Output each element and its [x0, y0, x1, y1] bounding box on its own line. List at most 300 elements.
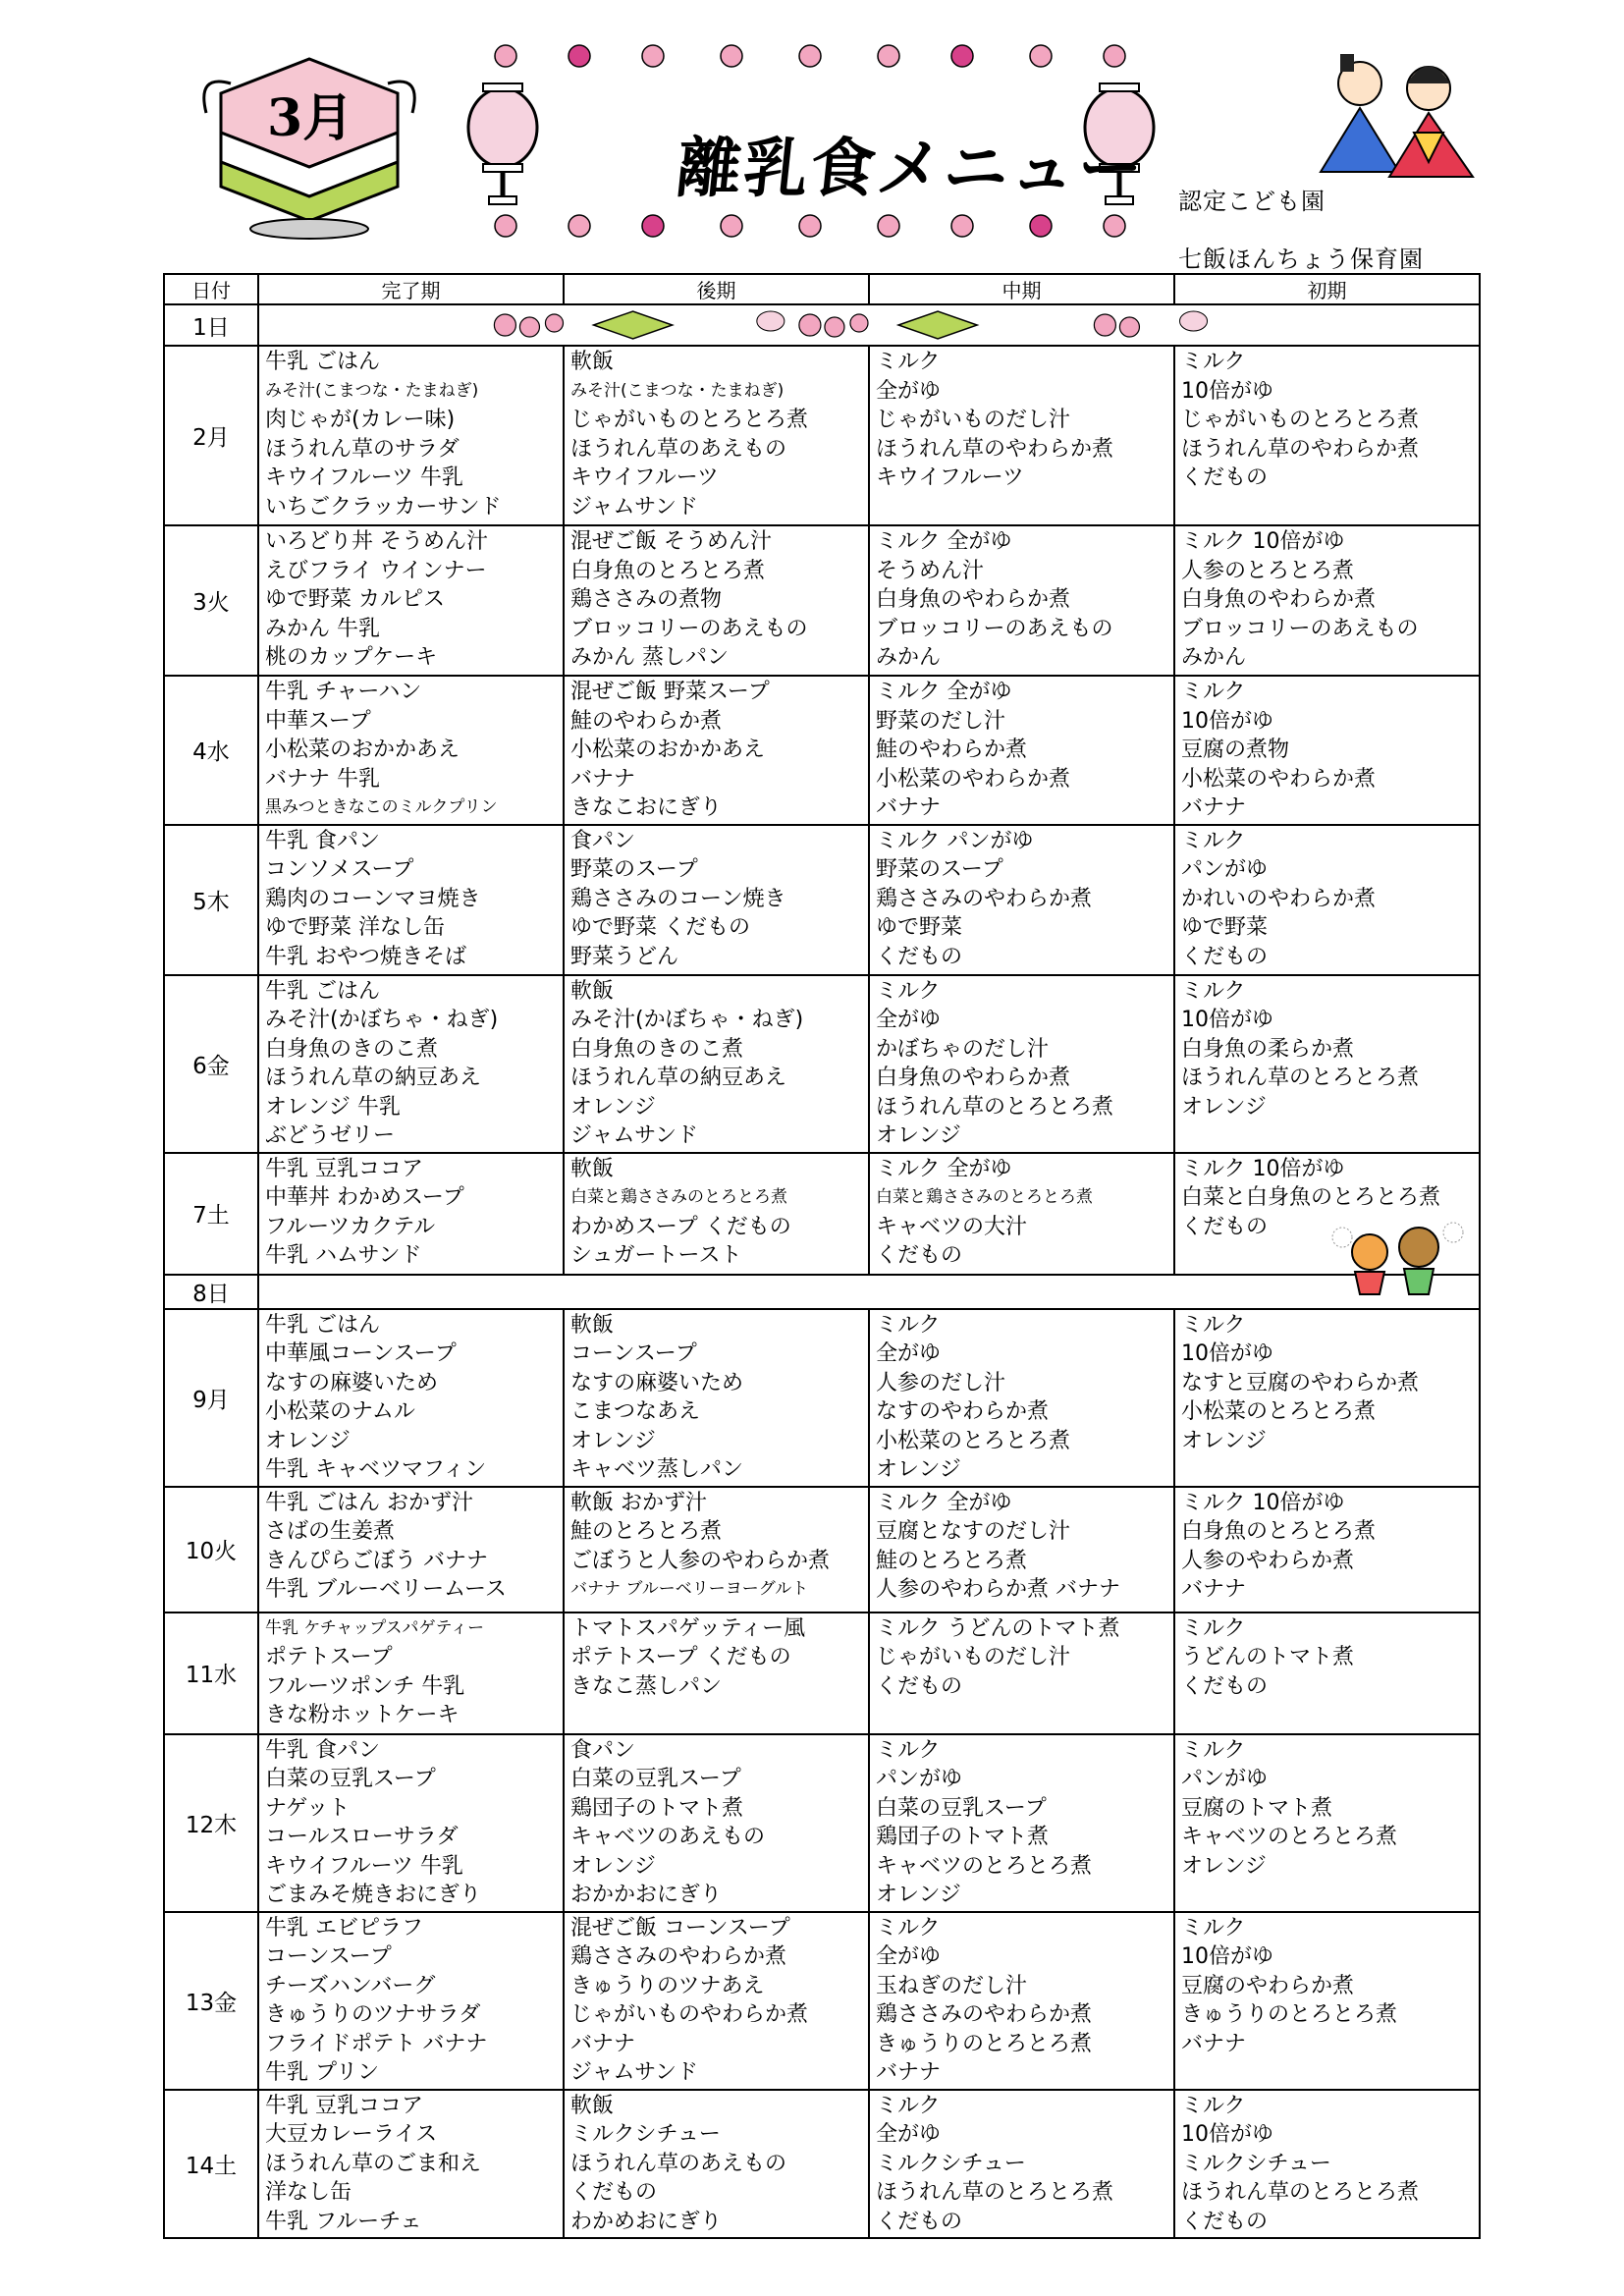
menu-item: トマトスパゲッティー風	[570, 1615, 806, 1641]
menu-item: 小松菜のやわらか煮	[1181, 766, 1377, 792]
menu-item: 小松菜のやわらか煮	[876, 766, 1071, 792]
menu-item: 牛乳 プリン	[265, 2060, 380, 2085]
menu-item: ほうれん草のとろとろ煮	[876, 2180, 1114, 2205]
menu-item: パンがゆ	[1181, 857, 1269, 882]
menu-item: オレンジ	[1181, 1428, 1267, 1453]
menu-item: 鶏ささみのコーン焼き	[570, 886, 786, 911]
day-cell: 4水	[164, 676, 258, 825]
menu-item: ミルク	[876, 1915, 941, 1941]
menu-cell-late	[564, 1734, 869, 1912]
menu-cell-late	[564, 1153, 869, 1275]
menu-item: 白身魚のやわらか煮	[1181, 587, 1377, 612]
menu-item: 白菜の豆乳スープ	[265, 1767, 436, 1791]
menu-item: 軟飯	[570, 1312, 615, 1338]
day-cell: 12木	[164, 1734, 258, 1912]
menu-item: ミルク 10倍がゆ	[1181, 1490, 1345, 1515]
month-label: 3月	[267, 88, 354, 148]
menu-item: くだもの	[876, 944, 963, 969]
menu-item: ごぼうと人参のやわらか煮	[570, 1548, 831, 1573]
menu-item: ナゲット	[265, 1795, 351, 1821]
menu-item: うどんのトマト煮	[1181, 1645, 1355, 1669]
menu-item: みそ汁(こまつな・たまねぎ)	[570, 380, 785, 401]
day-cell: 14土	[164, 2090, 258, 2239]
menu-item: みかん 蒸しパン	[570, 645, 729, 670]
day-cell: 10火	[164, 1487, 258, 1613]
menu-item: 鶏ささみのやわらか煮	[876, 886, 1093, 911]
menu-item: 豆腐のやわらか煮	[1181, 1973, 1355, 1998]
menu-item: コンソメスープ	[265, 857, 414, 882]
menu-item: くだもの	[876, 2209, 963, 2234]
menu-item: ぶどうゼリー	[265, 1123, 396, 1148]
menu-item: わかめおにぎり	[570, 2209, 723, 2234]
menu-item: バナナ	[876, 2060, 942, 2085]
menu-item: 白身魚のきのこ煮	[570, 1036, 744, 1062]
menu-item: 軟飯 おかず汁	[570, 1490, 707, 1515]
menu-item: バナナ ブルーベリーヨーグルト	[570, 1579, 809, 1599]
menu-item: 豆腐となすのだし汁	[876, 1519, 1071, 1544]
menu-cell-late	[564, 1613, 869, 1734]
menu-item: くだもの	[570, 2180, 658, 2205]
column-header-late: 後期	[564, 274, 869, 304]
table-row	[164, 1613, 1480, 1734]
day-cell: 9月	[164, 1309, 258, 1487]
menu-item: 牛乳 ハムサンド	[265, 1243, 422, 1268]
menu-item: フルーツカクテル	[265, 1214, 436, 1239]
menu-cell-middle	[869, 825, 1174, 975]
menu-item: 中華丼 わかめスープ	[265, 1185, 464, 1210]
menu-item: 鶏団子のトマト煮	[876, 1825, 1050, 1849]
menu-cell-middle	[869, 1613, 1174, 1734]
menu-item: 牛乳 ごはん おかず汁	[265, 1490, 473, 1515]
menu-item: ほうれん草のやわらか煮	[876, 436, 1114, 462]
menu-cell-complete	[258, 1487, 564, 1613]
menu-item: バナナ	[1181, 795, 1247, 820]
menu-cell-complete	[258, 1734, 564, 1912]
day-cell: 8日	[164, 1275, 258, 1309]
menu-item: フライドポテト バナナ	[265, 2031, 488, 2056]
day-cell: 13金	[164, 1912, 258, 2090]
menu-item: 肉じゃが(カレー味)	[265, 408, 456, 432]
menu-item: ミルク 全がゆ	[876, 680, 1012, 704]
table-row	[164, 825, 1480, 975]
menu-item: 豆腐の煮物	[1181, 738, 1290, 762]
menu-item: いちごクラッカーサンド	[265, 494, 502, 519]
menu-item: ミルク	[876, 1737, 941, 1763]
menu-item: 鮭のとろとろ煮	[570, 1519, 723, 1544]
menu-item: ブロッコリーのあえもの	[570, 616, 808, 641]
menu-item: ミルク	[876, 978, 941, 1004]
menu-item: 豆腐のトマト煮	[1181, 1795, 1333, 1821]
menu-item: 野菜うどん	[570, 944, 679, 969]
menu-item: そうめん汁	[876, 558, 985, 583]
menu-item: かぼちゃのだし汁	[876, 1036, 1050, 1062]
menu-item: 10倍がゆ	[1181, 708, 1273, 734]
menu-cell-complete	[258, 1309, 564, 1487]
column-header-middle: 中期	[869, 274, 1174, 304]
menu-item: ゆで野菜	[876, 915, 963, 940]
menu-item: 全がゆ	[876, 1341, 942, 1366]
day-cell: 3火	[164, 525, 258, 676]
menu-cell-middle	[869, 1487, 1174, 1613]
day-cell: 6金	[164, 975, 258, 1153]
menu-item: ミルク パンがゆ	[876, 828, 1034, 853]
menu-item: コールスローサラダ	[265, 1825, 459, 1849]
table-row	[164, 975, 1480, 1153]
menu-cell-complete	[258, 676, 564, 825]
menu-cell-complete	[258, 825, 564, 975]
menu-item: きなこ蒸しパン	[570, 1673, 723, 1699]
menu-item: キャベツのとろとろ煮	[876, 1853, 1093, 1879]
menu-item: オレンジ	[265, 1428, 351, 1453]
menu-item: じゃがいものとろとろ煮	[570, 408, 809, 432]
menu-item: いろどり丼 そうめん汁	[265, 529, 488, 554]
menu-item: 鶏ささみの煮物	[570, 587, 723, 612]
menu-item: なすのやわらか煮	[876, 1399, 1050, 1424]
menu-item: 牛乳 キャベツマフィン	[265, 1457, 487, 1482]
menu-item: キャベツの大汁	[876, 1214, 1028, 1239]
menu-item: きな粉ホットケーキ	[265, 1703, 460, 1727]
menu-item: ゆで野菜	[1181, 915, 1269, 940]
menu-item: シュガートースト	[570, 1243, 742, 1268]
menu-item: キャベツのあえもの	[570, 1825, 766, 1849]
org-label: 認定こども園	[1178, 188, 1326, 215]
menu-item: 人参のとろとろ煮	[1181, 558, 1355, 583]
table-row	[164, 1275, 1480, 1309]
menu-item: 鶏団子のトマト煮	[570, 1795, 744, 1821]
menu-item: 黒みつときなこのミルクプリン	[265, 797, 498, 817]
menu-cell-early	[1174, 1734, 1480, 1912]
menu-item: オレンジ	[570, 1853, 656, 1879]
menu-item: ミルク 全がゆ	[876, 529, 1012, 554]
menu-item: 玉ねぎのだし汁	[876, 1973, 1028, 1998]
menu-item: キャベツ蒸しパン	[570, 1457, 744, 1482]
menu-cell-complete	[258, 1153, 564, 1275]
table-row	[164, 1153, 1480, 1275]
menu-item: バナナ	[876, 795, 942, 820]
empty-day-cell	[258, 304, 1480, 346]
menu-item: くだもの	[1181, 2209, 1269, 2234]
menu-cell-middle	[869, 1734, 1174, 1912]
menu-item: ほうれん草のあえもの	[570, 2151, 787, 2176]
page-title: 離乳食メニュー	[673, 131, 1149, 206]
table-header-row	[164, 274, 1480, 304]
menu-item: 鮭のやわらか煮	[570, 708, 723, 734]
menu-item: バナナ	[1181, 1577, 1247, 1602]
menu-item: ミルク	[1181, 1615, 1246, 1641]
menu-item: さばの生姜煮	[265, 1519, 396, 1544]
menu-item: みそ汁(かぼちゃ・ねぎ)	[265, 1008, 499, 1032]
menu-item: 10倍がゆ	[1181, 1341, 1273, 1366]
menu-item: みかん	[1181, 645, 1247, 670]
menu-item: きゅうりのツナあえ	[570, 1973, 765, 1998]
menu-item: 混ぜご飯 コーンスープ	[570, 1915, 790, 1941]
menu-item: 小松菜のおかかあえ	[265, 738, 460, 762]
menu-item: 白菜と鶏ささみのとろとろ煮	[570, 1187, 787, 1207]
menu-item: 白身魚のとろとろ煮	[1181, 1519, 1377, 1544]
menu-cell-late	[564, 1912, 869, 2090]
menu-body	[164, 304, 1480, 2238]
menu-item: かれいのやわらか煮	[1181, 886, 1377, 911]
menu-item: くだもの	[1181, 1214, 1269, 1239]
table-row	[164, 304, 1480, 346]
menu-item: わかめスープ くだもの	[570, 1214, 791, 1239]
menu-item: ミルク	[1181, 828, 1246, 853]
menu-item: 牛乳 エビピラフ	[265, 1915, 423, 1941]
menu-item: ミルクシチュー	[876, 2151, 1026, 2176]
menu-item: ミルク 全がゆ	[876, 1490, 1012, 1515]
menu-cell-middle	[869, 2090, 1174, 2239]
menu-cell-late	[564, 676, 869, 825]
day-cell: 11水	[164, 1613, 258, 1734]
menu-item: 白菜と白身魚のとろとろ煮	[1181, 1185, 1441, 1210]
menu-item: 中華風コーンスープ	[265, 1341, 457, 1366]
day-cell: 1日	[164, 304, 258, 346]
column-header-complete: 完了期	[258, 274, 564, 304]
menu-item: 軟飯	[570, 350, 615, 374]
day-cell: 7土	[164, 1153, 258, 1275]
menu-cell-complete	[258, 2090, 564, 2239]
menu-item: みかん 牛乳	[265, 616, 380, 641]
menu-item: 牛乳 食パン	[265, 1737, 380, 1763]
menu-item: 軟飯	[570, 978, 615, 1004]
menu-item: 牛乳 豆乳ココア	[265, 2093, 423, 2118]
menu-item: 白菜と鶏ささみのとろとろ煮	[876, 1187, 1093, 1207]
menu-item: 大豆カレーライス	[265, 2122, 438, 2147]
menu-cell-early	[1174, 2090, 1480, 2239]
menu-item: 軟飯	[570, 1156, 615, 1181]
menu-item: ごまみそ焼きおにぎり	[265, 1883, 482, 1907]
menu-item: きんぴらごぼう バナナ	[265, 1548, 488, 1573]
menu-item: ミルクシチュー	[1181, 2151, 1331, 2176]
menu-item: ミルク	[1181, 1312, 1246, 1338]
menu-item: バナナ	[1181, 2031, 1247, 2056]
menu-item: ブロッコリーのあえもの	[876, 616, 1113, 641]
menu-item: くだもの	[876, 1243, 963, 1268]
table-row	[164, 525, 1480, 676]
empty-day-cell	[258, 1275, 1480, 1309]
menu-item: 10倍がゆ	[1181, 2122, 1273, 2147]
menu-item: 混ぜご飯 野菜スープ	[570, 680, 770, 704]
menu-cell-middle	[869, 525, 1174, 676]
menu-item: 牛乳 フルーチェ	[265, 2209, 422, 2234]
menu-item: ポテトスープ	[265, 1645, 393, 1669]
menu-cell-early	[1174, 1487, 1480, 1613]
menu-item: 全がゆ	[876, 378, 942, 404]
school-name: 七飯ほんちょう保育園	[1178, 246, 1424, 273]
menu-cell-middle	[869, 975, 1174, 1153]
menu-cell-middle	[869, 676, 1174, 825]
menu-item: 白身魚の柔らか煮	[1181, 1036, 1355, 1062]
menu-table	[163, 273, 1481, 2239]
menu-item: 鶏肉のコーンマヨ焼き	[265, 886, 481, 911]
menu-item: コーンスープ	[265, 1944, 392, 1969]
menu-item: キウイフルーツ	[570, 465, 719, 490]
menu-item: 鶏ささみのやわらか煮	[876, 2002, 1093, 2027]
menu-item: 牛乳 ごはん	[265, 350, 380, 374]
menu-item: キウイフルーツ 牛乳	[265, 1853, 463, 1879]
menu-item: 桃のカップケーキ	[265, 645, 438, 670]
menu-cell-middle	[869, 1153, 1174, 1275]
menu-item: ほうれん草のごま和え	[265, 2151, 482, 2176]
menu-item: 牛乳 ブルーベリームース	[265, 1577, 507, 1602]
menu-item: オレンジ	[1181, 1094, 1267, 1120]
menu-item: オレンジ	[570, 1428, 656, 1453]
menu-item: 中華スープ	[265, 708, 371, 734]
menu-item: 鶏ささみのやわらか煮	[570, 1944, 787, 1969]
menu-item: 小松菜のおかかあえ	[570, 738, 766, 762]
menu-cell-late	[564, 1309, 869, 1487]
menu-item: みそ汁(かぼちゃ・ねぎ)	[570, 1008, 804, 1032]
menu-item: ミルク	[876, 2093, 941, 2118]
column-header-early: 初期	[1174, 274, 1480, 304]
table-row	[164, 676, 1480, 825]
menu-cell-early	[1174, 1309, 1480, 1487]
menu-item: 白身魚のやわらか煮	[876, 587, 1071, 612]
menu-item: 野菜のスープ	[876, 857, 1003, 882]
menu-item: 白身魚のやわらか煮	[876, 1066, 1071, 1090]
menu-item: ミルク うどんのトマト煮	[876, 1615, 1120, 1641]
menu-item: チーズハンバーグ	[265, 1973, 436, 1998]
menu-item: 食パン	[570, 828, 636, 853]
menu-item: バナナ	[570, 2031, 636, 2056]
menu-item: ミルク 全がゆ	[876, 1156, 1012, 1181]
menu-item: ほうれん草のやわらか煮	[1181, 436, 1420, 462]
menu-item: オレンジ	[570, 1094, 656, 1120]
menu-cell-early	[1174, 1613, 1480, 1734]
menu-item: 牛乳 食パン	[265, 828, 380, 853]
menu-item: なすと豆腐のやわらか煮	[1181, 1370, 1420, 1395]
menu-item: きゅうりのとろとろ煮	[1181, 2002, 1398, 2027]
menu-cell-middle	[869, 346, 1174, 525]
menu-cell-early	[1174, 676, 1480, 825]
menu-cell-late	[564, 825, 869, 975]
menu-item: ゆで野菜 くだもの	[570, 915, 750, 940]
day-cell: 5木	[164, 825, 258, 975]
menu-item: なすの麻婆いため	[265, 1370, 439, 1395]
menu-item: コーンスープ	[570, 1341, 697, 1366]
menu-cell-complete	[258, 1613, 564, 1734]
menu-cell-complete	[258, 346, 564, 525]
menu-item: きゅうりのとろとろ煮	[876, 2031, 1093, 2056]
menu-item: 白身魚のきのこ煮	[265, 1036, 439, 1062]
menu-cell-middle	[869, 1912, 1174, 2090]
menu-item: くだもの	[876, 1673, 963, 1699]
menu-item: 野菜のスープ	[570, 857, 698, 882]
day-cell: 2月	[164, 346, 258, 525]
menu-item: 牛乳 ケチャップスパゲティー	[265, 1617, 485, 1638]
menu-item: 牛乳 ごはん	[265, 978, 380, 1004]
menu-cell-early	[1174, 975, 1480, 1153]
menu-cell-late	[564, 346, 869, 525]
menu-item: パンがゆ	[876, 1767, 963, 1791]
menu-item: オレンジ	[876, 1123, 961, 1148]
menu-item: キウイフルーツ 牛乳	[265, 465, 463, 490]
menu-item: くだもの	[1181, 944, 1269, 969]
menu-cell-middle	[869, 1309, 1174, 1487]
column-header-date: 日付	[164, 274, 258, 304]
menu-item: ミルク	[876, 350, 941, 374]
menu-item: 牛乳 豆乳ココア	[265, 1156, 423, 1181]
menu-cell-late	[564, 1487, 869, 1613]
menu-item: くだもの	[1181, 1673, 1269, 1699]
table-row	[164, 2090, 1480, 2239]
menu-item: ブロッコリーのあえもの	[1181, 616, 1419, 641]
menu-item: 洋なし缶	[265, 2180, 352, 2205]
menu-item: ほうれん草のとろとろ煮	[876, 1094, 1114, 1120]
menu-item: オレンジ	[1181, 1853, 1267, 1879]
menu-item: ほうれん草のあえもの	[570, 436, 787, 462]
menu-item: ほうれん草のサラダ	[265, 436, 460, 462]
menu-item: 10倍がゆ	[1181, 1944, 1273, 1969]
menu-item: ほうれん草の納豆あえ	[570, 1066, 787, 1090]
table-row	[164, 346, 1480, 525]
menu-cell-complete	[258, 1912, 564, 2090]
menu-item: じゃがいものだし汁	[876, 1645, 1071, 1669]
menu-item: 牛乳 チャーハン	[265, 680, 422, 704]
menu-item: ほうれん草の納豆あえ	[265, 1066, 482, 1090]
menu-item: ミルク	[1181, 350, 1246, 374]
menu-item: オレンジ 牛乳	[265, 1094, 401, 1120]
hina-dolls-illustration	[1306, 54, 1483, 182]
menu-item: 混ぜご飯 そうめん汁	[570, 529, 772, 554]
menu-item: ポテトスープ くだもの	[570, 1645, 791, 1669]
menu-item: 牛乳 おやつ焼きそば	[265, 944, 466, 969]
table-row	[164, 1734, 1480, 1912]
menu-item: くだもの	[1181, 465, 1269, 490]
menu-item: ほうれん草のとろとろ煮	[1181, 1066, 1420, 1090]
menu-item: おかかおにぎり	[570, 1883, 723, 1907]
menu-item: キウイフルーツ	[876, 465, 1024, 490]
menu-cell-early	[1174, 825, 1480, 975]
menu-item: 小松菜のとろとろ煮	[1181, 1399, 1377, 1424]
menu-cell-early	[1174, 525, 1480, 676]
menu-item: 鮭のとろとろ煮	[876, 1548, 1028, 1573]
menu-item: オレンジ	[876, 1457, 961, 1482]
menu-item: ジャムサンド	[570, 1123, 699, 1148]
menu-item: 人参のだし汁	[876, 1370, 1006, 1395]
menu-item: 軟飯	[570, 2093, 615, 2118]
menu-item: じゃがいものだし汁	[876, 408, 1071, 432]
menu-item: ミルク	[1181, 1915, 1246, 1941]
menu-cell-complete	[258, 975, 564, 1153]
menu-cell-late	[564, 525, 869, 676]
menu-item: 白菜の豆乳スープ	[570, 1767, 741, 1791]
menu-item: ミルク	[1181, 978, 1246, 1004]
menu-item: きゅうりのツナサラダ	[265, 2002, 481, 2027]
menu-item: ミルク 10倍がゆ	[1181, 1156, 1345, 1181]
menu-item: フルーツポンチ 牛乳	[265, 1673, 465, 1699]
menu-item: ミルク 10倍がゆ	[1181, 529, 1345, 554]
menu-item: 白身魚のとろとろ煮	[570, 558, 766, 583]
menu-item: 鮭のやわらか煮	[876, 738, 1028, 762]
menu-item: 野菜のだし汁	[876, 708, 1006, 734]
menu-item: ミルク	[1181, 1737, 1246, 1763]
menu-item: 全がゆ	[876, 1008, 942, 1032]
menu-item: 人参のやわらか煮	[1181, 1548, 1355, 1573]
menu-item: ミルク	[1181, 680, 1246, 704]
menu-item: オレンジ	[876, 1883, 961, 1907]
menu-item: みそ汁(こまつな・たまねぎ)	[265, 380, 479, 401]
menu-cell-complete	[258, 525, 564, 676]
menu-item: ジャムサンド	[570, 494, 699, 519]
menu-item: きなこおにぎり	[570, 795, 723, 820]
menu-item: ほうれん草のとろとろ煮	[1181, 2180, 1420, 2205]
menu-item: ミルクシチュー	[570, 2122, 721, 2147]
menu-cell-late	[564, 2090, 869, 2239]
menu-item: ミルク	[1181, 2093, 1246, 2118]
menu-item: なすの麻婆いため	[570, 1370, 744, 1395]
menu-item: 10倍がゆ	[1181, 1008, 1273, 1032]
